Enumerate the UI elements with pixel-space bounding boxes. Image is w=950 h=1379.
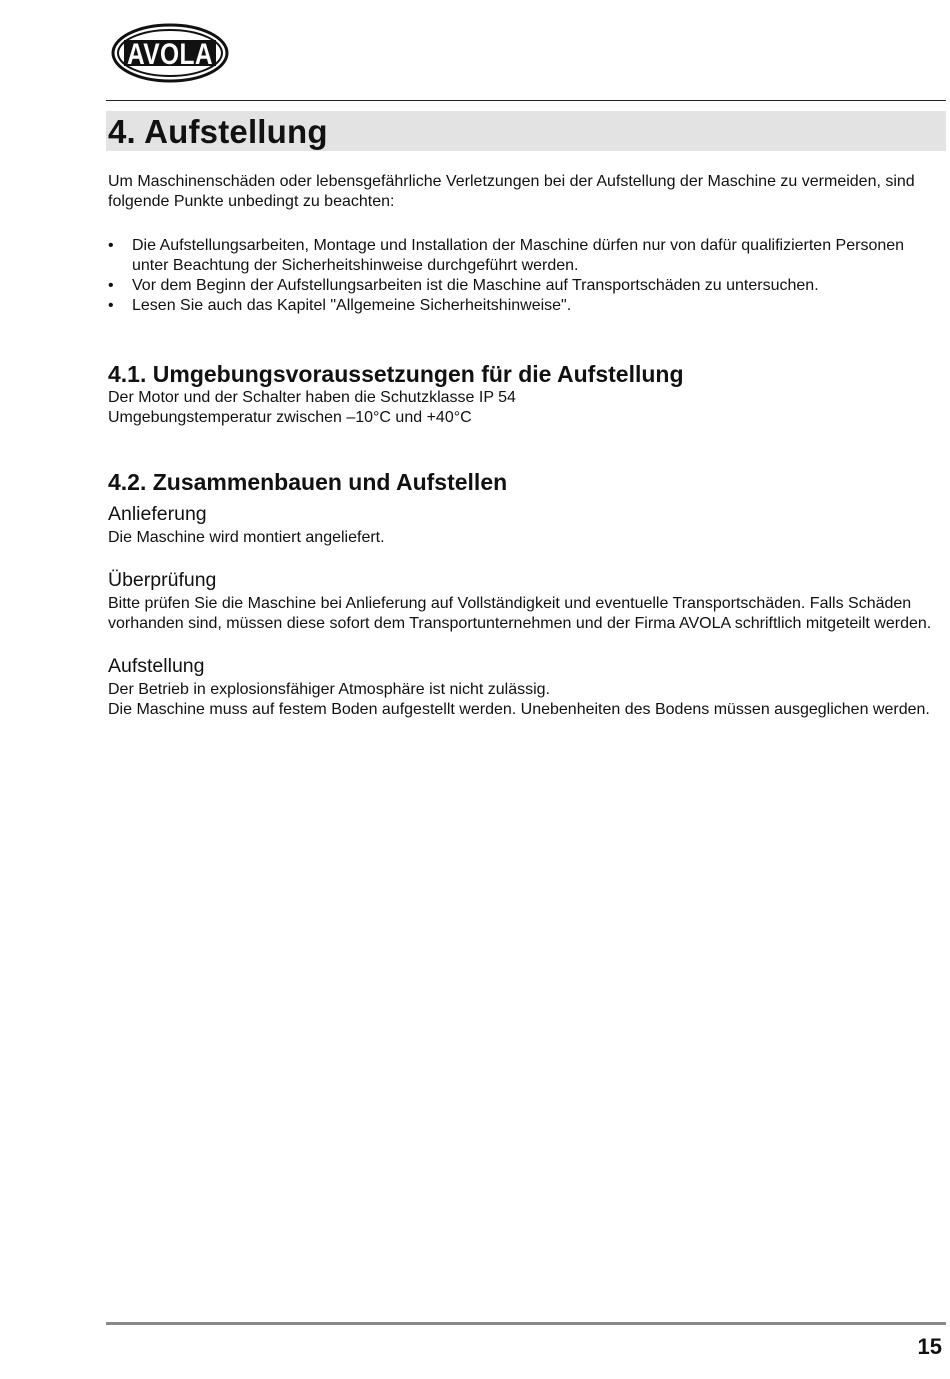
- bullet-text: Vor dem Beginn der Aufstellungsarbeiten ist die Maschine auf Transportschäden zu untersuchen.: [132, 277, 819, 294]
- page-number: 15: [917, 1334, 942, 1359]
- avola-logo: [110, 22, 230, 84]
- bullet-text: Lesen Sie auch das Kapitel "Allgemeine Sicherheitshinweise".: [132, 297, 572, 314]
- subsection-aufstellung-text: Der Betrieb in explosionsfähiger Atmosphäre ist nicht zulässig.: [108, 681, 550, 698]
- section-4-1-title: 4.1. Umgebungsvoraussetzungen für die Aufstellung: [108, 361, 684, 387]
- subsection-aufstellung-text: Die Maschine muss auf festem Boden aufgestellt werden. Unebenheiten des Bodens müssen ausgeglichen werden.: [108, 701, 930, 718]
- bullet-dot: •: [108, 297, 114, 314]
- footer-rule: [106, 1322, 946, 1325]
- section-4-1-line: Umgebungstemperatur zwischen –10°C und +40°C: [108, 409, 472, 426]
- header-rule: [106, 100, 946, 101]
- section-4-2-title: 4.2. Zusammenbauen und Aufstellen: [108, 469, 508, 495]
- bullet-dot: •: [108, 237, 114, 254]
- logo-text: AVOLA: [127, 38, 213, 71]
- bullet-text: Die Aufstellungsarbeiten, Montage und Installation der Maschine dürfen nur von dafür qualifizierten Personen unter Beachtung der Sicherheitshinweise durchgeführt werden.: [132, 237, 905, 274]
- chapter-title: 4. Aufstellung: [108, 113, 328, 150]
- subsection-aufstellung-title: Aufstellung: [108, 655, 205, 677]
- page-content: [108, 172, 940, 720]
- bullet-item: [108, 296, 940, 316]
- bullet-item: [108, 236, 940, 276]
- bullet-item: [108, 276, 940, 296]
- bullet-dot: •: [108, 277, 114, 294]
- chapter-intro: Um Maschinenschäden oder lebensgefährliche Verletzungen bei der Aufstellung der Maschine zu vermeiden, sind folgende Punkte unbedingt zu beachten:: [108, 173, 915, 210]
- subsection-ueberpruefung-text: Bitte prüfen Sie die Maschine bei Anlieferung auf Vollständigkeit und eventuelle Transportschäden. Falls Schäden vorhanden sind, müssen diese sofort dem Transportunternehmen und der Firma AVOLA schriftlich mitgeteilt werden.: [108, 595, 932, 632]
- subsection-anlieferung-title: Anlieferung: [108, 503, 207, 525]
- section-4-1-line: Der Motor und der Schalter haben die Schutzklasse IP 54: [108, 389, 516, 406]
- subsection-anlieferung-text: Die Maschine wird montiert angeliefert.: [108, 529, 385, 546]
- subsection-ueberpruefung-title: Überprüfung: [108, 569, 217, 591]
- avola-logo-graphic: [110, 22, 230, 84]
- safety-bullet-list: [108, 236, 940, 316]
